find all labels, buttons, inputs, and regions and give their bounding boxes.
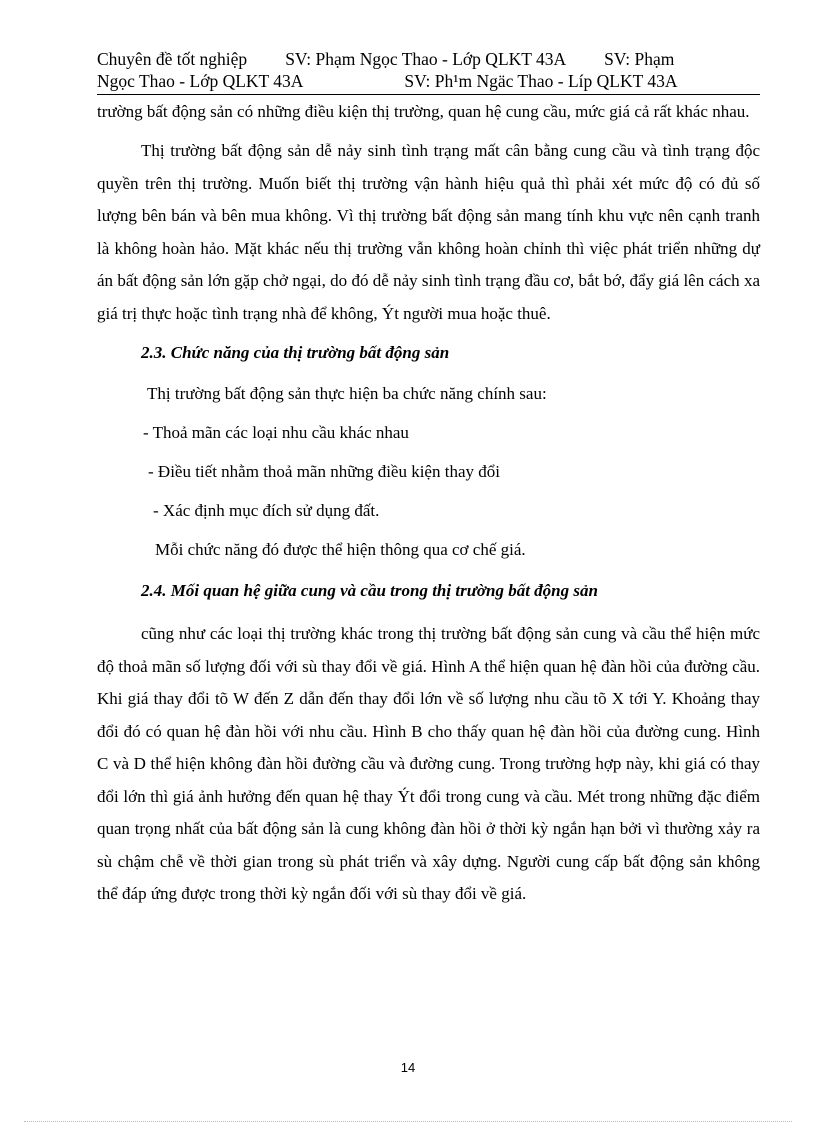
page-bottom-dotted-line	[24, 1121, 792, 1122]
header-student-info-encoded: SV: Ph¹m Ngäc Thao - Líp QLKT 43A	[404, 71, 678, 91]
page-number: 14	[400, 1060, 416, 1075]
paragraph-continuation: trường bất động sản có những điều kiện thị trường, quan hệ cung cầu, mức giá cả rất khác nhau.	[97, 102, 750, 121]
function-item-2: - Điều tiết nhằm thoả mãn những điều kiện thay đổi	[148, 462, 500, 481]
functions-conclusion: Mỗi chức năng đó được thể hiện thông qua cơ chế giá.	[155, 540, 526, 559]
function-item-1: - Thoả mãn các loại nhu cầu khác nhau	[143, 423, 409, 442]
page-header	[97, 48, 760, 92]
section-heading-2-3: 2.3. Chức năng của thị trường bất động sản	[141, 343, 450, 362]
function-item-3: - Xác định mục đích sử dụng đất.	[153, 501, 380, 520]
header-line-2	[97, 70, 760, 92]
header-divider	[97, 94, 760, 95]
paragraph-supply-demand: cũng như các loại thị trường khác trong thị trường bất động sản cung và cầu thể hiện mức độ thoả mãn số lượng đối với sù thay đổi về giá. Hình A thể hiện quan hệ đàn hồi của đường cầu. Khi giá thay đổi tõ W đến Z dẫn đến thay đổi lớn về số lượng nhu cầu tõ X tới Y. Khoảng thay đổi đó có quan hệ đàn hồi với nhu cầu. Hình B cho thấy quan hệ đàn hồi của đường cung. Hình C và D thể hiện không đàn hồi đường cầu và đường cung. Trong trường hợp này, khi giá có thay đổi lớn thì giá ảnh hưởng đến quan hệ thay Ýt đổi trong cung và cầu. Mét trong những đặc điểm quan trọng nhất của bất động sản là cung không đàn hồi ở thời kỳ ngắn hạn bởi vì thường xảy ra sù chậm chễ về thời gian trong sù phát triển và xây dựng. Người cung cấp bất động sản không thể đáp ứng được trong thời kỳ ngắn đối với sù thay đổi về giá.	[97, 624, 760, 903]
header-student-info-repeat: SV: Phạm	[604, 49, 675, 69]
header-line-1	[97, 48, 760, 70]
section-heading-2-4: 2.4. Mối quan hệ giữa cung và cầu trong thị trường bất động sản	[141, 581, 598, 600]
header-class-info: Ngọc Thao - Lớp QLKT 43A	[97, 71, 304, 91]
header-course-title: Chuyên đề tốt nghiệp	[97, 49, 248, 69]
header-student-info: SV: Phạm Ngọc Thao - Lớp QLKT 43A	[285, 49, 567, 69]
paragraph-market-imbalance: Thị trường bất động sản dễ nảy sinh tình trạng mất cân bằng cung cầu và tình trạng độc quyền trên thị trường. Muốn biết thị trường vận hành hiệu quả thì phải xét mức độ có đủ số lượng bên bán và bên mua không. Vì thị trường bất động sản mang tính khu vực nên cạnh tranh là không hoàn hảo. Mặt khác nếu thị trường vẫn không hoàn chỉnh thì việc phát triển những dự án bất động sản lớn gặp chở ngại, do đó dễ nảy sinh tình trạng đầu cơ, bắt bớ, đẩy giá lên cách xa giá trị thực hoặc tình trạng nhà để không, Ýt người mua hoặc thuê.	[97, 141, 760, 323]
page-body	[97, 96, 760, 918]
functions-intro: Thị trường bất động sản thực hiện ba chức năng chính sau:	[147, 384, 547, 403]
